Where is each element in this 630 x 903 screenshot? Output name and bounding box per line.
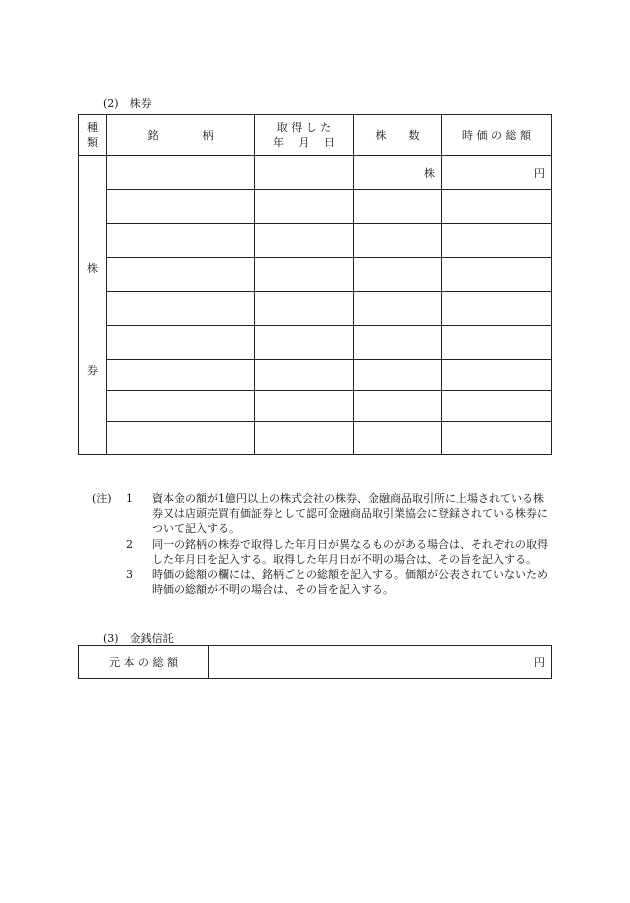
col-kind-header-line2: 類 bbox=[87, 136, 98, 149]
value-cell[interactable] bbox=[442, 326, 552, 360]
date-cell[interactable] bbox=[255, 258, 354, 292]
table-row bbox=[79, 190, 552, 224]
value-cell[interactable] bbox=[442, 224, 552, 258]
name-cell[interactable] bbox=[107, 156, 255, 190]
table-row bbox=[79, 360, 552, 391]
notes bbox=[92, 491, 552, 597]
name-cell[interactable] bbox=[107, 360, 255, 391]
unit-yen: 円 bbox=[534, 166, 545, 180]
kind-cell bbox=[79, 156, 107, 455]
trust-table bbox=[78, 645, 552, 679]
col-date-header bbox=[255, 115, 354, 156]
table-row bbox=[79, 292, 552, 326]
table-row bbox=[79, 326, 552, 360]
col-shares-header: 株 数 bbox=[354, 115, 442, 156]
value-cell[interactable] bbox=[442, 292, 552, 326]
table-row bbox=[79, 422, 552, 455]
notes-label: (注) bbox=[92, 492, 112, 505]
date-cell[interactable] bbox=[255, 292, 354, 326]
table-row bbox=[79, 391, 552, 422]
note-number: 3 bbox=[126, 568, 133, 582]
col-value-header: 時 価 の 総 額 bbox=[442, 115, 552, 156]
shares-cell[interactable] bbox=[354, 292, 442, 326]
unit-yen: 円 bbox=[534, 656, 545, 669]
note-text: 同一の銘柄の株券で取得した年月日が異なるものがある場合は、それぞれの取得した年月日を記入する。取得した年月日が不明の場合は、その旨を記入する。 bbox=[152, 537, 548, 566]
col-date-header-line2: 年 月 日 bbox=[273, 136, 335, 149]
name-cell[interactable] bbox=[107, 422, 255, 455]
shares-cell[interactable] bbox=[354, 156, 442, 190]
table-row bbox=[79, 156, 552, 190]
date-cell[interactable] bbox=[255, 224, 354, 258]
date-cell[interactable] bbox=[255, 326, 354, 360]
name-cell[interactable] bbox=[107, 326, 255, 360]
name-cell[interactable] bbox=[107, 292, 255, 326]
value-cell[interactable] bbox=[442, 422, 552, 455]
stock-table bbox=[78, 114, 552, 455]
value-cell[interactable] bbox=[442, 391, 552, 422]
date-cell[interactable] bbox=[255, 156, 354, 190]
date-cell[interactable] bbox=[255, 360, 354, 391]
shares-cell[interactable] bbox=[354, 326, 442, 360]
note-text: 資本金の額が1億円以上の株式会社の株券、金融商品取引所に上場されている株券又は店頭売買有価証券として認可金融商品取引業協会に登録されている株券について記入する。 bbox=[152, 492, 548, 536]
date-cell[interactable] bbox=[255, 391, 354, 422]
note-item bbox=[126, 491, 552, 537]
principal-label: 元 本 の 総 額 bbox=[79, 646, 209, 679]
note-number: 2 bbox=[126, 537, 133, 551]
shares-cell[interactable] bbox=[354, 422, 442, 455]
value-cell[interactable] bbox=[442, 258, 552, 292]
unit-shares: 株 bbox=[424, 166, 435, 180]
name-cell[interactable] bbox=[107, 258, 255, 292]
table-row bbox=[79, 258, 552, 292]
note-number: 1 bbox=[126, 492, 133, 505]
col-date-header-line1: 取 得 し た bbox=[276, 121, 332, 134]
shares-cell[interactable] bbox=[354, 190, 442, 224]
value-cell[interactable] bbox=[442, 156, 552, 190]
shares-cell[interactable] bbox=[354, 360, 442, 391]
value-cell[interactable] bbox=[442, 360, 552, 391]
name-cell[interactable] bbox=[107, 190, 255, 224]
col-name-header: 銘 柄 bbox=[107, 115, 255, 156]
name-cell[interactable] bbox=[107, 391, 255, 422]
shares-cell[interactable] bbox=[354, 258, 442, 292]
trust-row bbox=[79, 646, 552, 679]
shares-cell[interactable] bbox=[354, 391, 442, 422]
col-kind-header bbox=[79, 115, 107, 156]
stock-table-header bbox=[79, 115, 552, 156]
note-text: 時価の総額の欄には、銘柄ごとの総額を記入する。価額が公表されていないため時価の総額が不明の場合は、その旨を記入する。 bbox=[152, 568, 548, 597]
name-cell[interactable] bbox=[107, 224, 255, 258]
date-cell[interactable] bbox=[255, 190, 354, 224]
shares-cell[interactable] bbox=[354, 224, 442, 258]
kind-label-top: 株 bbox=[87, 262, 98, 275]
note-item bbox=[126, 567, 552, 597]
value-cell[interactable] bbox=[442, 190, 552, 224]
kind-label-bottom: 券 bbox=[87, 364, 98, 377]
section3-heading: (3) 金銭信託 bbox=[103, 632, 174, 645]
note-item bbox=[126, 537, 552, 567]
table-row bbox=[79, 224, 552, 258]
section2-heading: (2) 株券 bbox=[103, 97, 152, 110]
principal-value-cell[interactable] bbox=[209, 646, 552, 679]
date-cell[interactable] bbox=[255, 422, 354, 455]
col-kind-header-line1: 種 bbox=[87, 121, 98, 134]
